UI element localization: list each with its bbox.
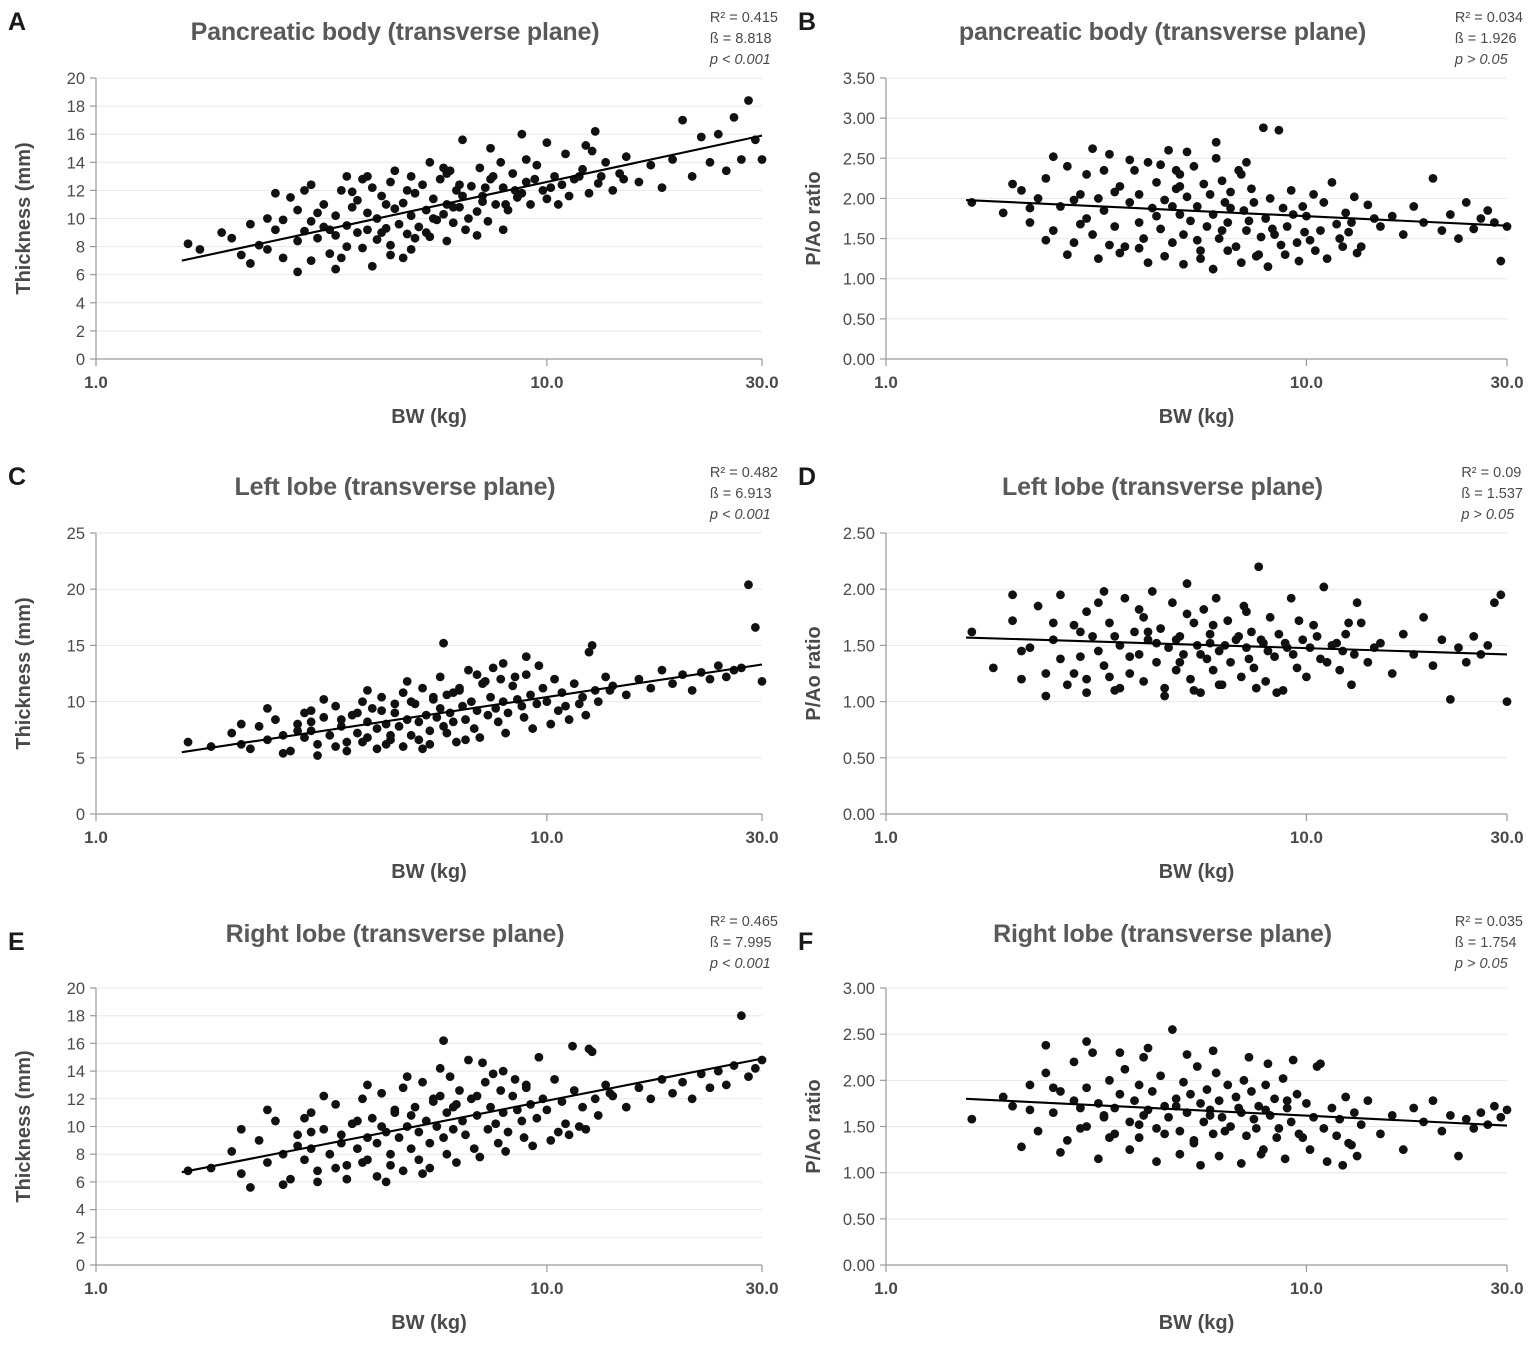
scatter-plot-c <box>0 455 790 910</box>
panel-letter-f: F <box>798 928 814 956</box>
svg-text:5: 5 <box>75 749 85 768</box>
svg-text:3.00: 3.00 <box>842 110 875 129</box>
scatter-plot-f <box>790 910 1535 1361</box>
svg-text:12: 12 <box>66 182 85 201</box>
panel-letter-b: B <box>798 8 817 36</box>
svg-text:1.0: 1.0 <box>84 1279 108 1298</box>
p-value: p < 0.001 <box>709 52 771 69</box>
svg-text:4: 4 <box>75 1201 85 1220</box>
svg-text:3.50: 3.50 <box>842 70 875 88</box>
svg-text:1.00: 1.00 <box>842 693 875 712</box>
svg-text:10: 10 <box>66 1118 85 1137</box>
svg-text:2.00: 2.00 <box>842 581 875 600</box>
p-value: p < 0.001 <box>709 507 771 524</box>
svg-text:15: 15 <box>66 637 85 656</box>
svg-text:Thickness (mm): Thickness (mm) <box>13 1050 35 1203</box>
panel-e <box>0 910 790 1361</box>
plot-area-a <box>0 0 790 455</box>
svg-text:Thickness (mm): Thickness (mm) <box>13 597 35 750</box>
svg-text:10.0: 10.0 <box>530 1279 564 1298</box>
svg-text:16: 16 <box>66 126 85 145</box>
svg-text:0.50: 0.50 <box>842 1210 875 1229</box>
svg-text:20: 20 <box>66 980 85 998</box>
svg-text:10.0: 10.0 <box>1289 1279 1323 1298</box>
svg-text:2.00: 2.00 <box>842 190 875 209</box>
r-squared-value: R² = 0.035 <box>1454 914 1523 930</box>
p-value: p > 0.05 <box>1454 52 1508 69</box>
svg-text:P/Ao ratio: P/Ao ratio <box>803 1079 825 1174</box>
svg-text:Thickness (mm): Thickness (mm) <box>13 142 35 295</box>
panel-title-b: pancreatic body (transverse plane) <box>958 18 1367 46</box>
svg-text:BW (kg): BW (kg) <box>391 406 467 428</box>
svg-text:2.00: 2.00 <box>842 1072 875 1091</box>
svg-text:1.00: 1.00 <box>842 270 875 289</box>
plot-area-b <box>790 0 1535 455</box>
svg-text:14: 14 <box>66 154 85 173</box>
r-squared-value: R² = 0.482 <box>709 465 778 481</box>
svg-text:12: 12 <box>66 1090 85 1109</box>
svg-text:20: 20 <box>66 581 85 600</box>
svg-text:0.00: 0.00 <box>842 1257 875 1275</box>
p-value: p < 0.001 <box>709 956 771 973</box>
svg-text:30.0: 30.0 <box>1490 373 1524 392</box>
beta-value: ß = 1.926 <box>1454 31 1517 48</box>
svg-text:10.0: 10.0 <box>1289 373 1323 392</box>
svg-text:2: 2 <box>75 322 85 341</box>
svg-text:1.0: 1.0 <box>84 373 108 392</box>
svg-text:10.0: 10.0 <box>1289 828 1323 847</box>
beta-value: ß = 1.537 <box>1461 486 1523 503</box>
r-squared-value: R² = 0.465 <box>709 914 778 930</box>
svg-text:BW (kg): BW (kg) <box>391 1312 467 1334</box>
svg-text:BW (kg): BW (kg) <box>1158 861 1235 883</box>
svg-text:6: 6 <box>75 1173 85 1192</box>
svg-text:16: 16 <box>66 1035 85 1054</box>
svg-text:3.00: 3.00 <box>842 980 875 998</box>
beta-value: ß = 6.913 <box>709 486 772 503</box>
panel-f <box>790 910 1535 1361</box>
panel-title-f: Right lobe (transverse plane) <box>993 920 1332 948</box>
svg-text:0.50: 0.50 <box>842 310 875 329</box>
svg-text:2: 2 <box>75 1229 85 1248</box>
svg-text:14: 14 <box>66 1063 85 1082</box>
panel-letter-c: C <box>8 463 27 491</box>
panel-letter-e: E <box>8 928 25 956</box>
r-squared-value: R² = 0.034 <box>1454 10 1523 26</box>
svg-text:10.0: 10.0 <box>530 828 564 847</box>
svg-text:BW (kg): BW (kg) <box>391 861 467 883</box>
svg-text:2.50: 2.50 <box>842 1026 875 1045</box>
svg-text:30.0: 30.0 <box>745 1279 779 1298</box>
svg-text:P/Ao ratio: P/Ao ratio <box>803 626 825 721</box>
svg-text:1.00: 1.00 <box>842 1164 875 1183</box>
panel-title-d: Left lobe (transverse plane) <box>1002 473 1323 501</box>
svg-text:P/Ao ratio: P/Ao ratio <box>803 171 825 266</box>
svg-text:1.0: 1.0 <box>84 828 108 847</box>
svg-text:0: 0 <box>75 1257 85 1275</box>
plot-area-d <box>790 455 1535 910</box>
panel-title-e: Right lobe (transverse plane) <box>225 920 565 948</box>
panel-d <box>790 455 1535 910</box>
svg-text:0.50: 0.50 <box>842 749 875 768</box>
svg-text:10: 10 <box>66 693 85 712</box>
scatter-plot-b <box>790 0 1535 455</box>
svg-text:8: 8 <box>75 238 85 257</box>
svg-text:30.0: 30.0 <box>1490 1279 1524 1298</box>
plot-area-f <box>790 910 1535 1361</box>
scatter-plot-a <box>0 0 790 455</box>
svg-text:1.0: 1.0 <box>874 373 898 392</box>
svg-text:10: 10 <box>66 210 85 229</box>
panel-c <box>0 455 790 910</box>
svg-text:18: 18 <box>66 98 85 117</box>
panel-title-c: Left lobe (transverse plane) <box>234 473 556 501</box>
svg-text:1.0: 1.0 <box>874 1279 898 1298</box>
svg-text:18: 18 <box>66 1007 85 1026</box>
svg-text:2.50: 2.50 <box>842 150 875 169</box>
svg-text:0: 0 <box>75 806 85 824</box>
panel-title-a: Pancreatic body (transverse plane) <box>190 18 600 46</box>
beta-value: ß = 8.818 <box>709 31 772 48</box>
svg-text:10.0: 10.0 <box>530 373 564 392</box>
svg-text:BW (kg): BW (kg) <box>1158 1312 1235 1334</box>
svg-text:25: 25 <box>66 525 85 543</box>
svg-text:0: 0 <box>75 351 85 369</box>
svg-text:1.50: 1.50 <box>842 1118 875 1137</box>
beta-value: ß = 7.995 <box>709 935 772 952</box>
svg-text:2.50: 2.50 <box>842 525 875 543</box>
svg-text:BW (kg): BW (kg) <box>1158 406 1235 428</box>
svg-text:1.50: 1.50 <box>842 230 875 249</box>
svg-text:1.0: 1.0 <box>874 828 898 847</box>
svg-text:8: 8 <box>75 1146 85 1165</box>
panel-b <box>790 0 1535 455</box>
svg-text:30.0: 30.0 <box>745 373 779 392</box>
plot-area-e <box>0 910 790 1361</box>
plot-area-c <box>0 455 790 910</box>
beta-value: ß = 1.754 <box>1454 935 1517 952</box>
svg-text:1.50: 1.50 <box>842 637 875 656</box>
scatter-plot-d <box>790 455 1535 910</box>
svg-text:30.0: 30.0 <box>745 828 779 847</box>
svg-text:20: 20 <box>66 70 85 88</box>
panel-letter-a: A <box>8 8 27 36</box>
svg-text:6: 6 <box>75 266 85 285</box>
panel-letter-d: D <box>798 463 817 491</box>
svg-text:30.0: 30.0 <box>1490 828 1524 847</box>
svg-text:0.00: 0.00 <box>842 806 875 824</box>
p-value: p > 0.05 <box>1454 956 1508 973</box>
r-squared-value: R² = 0.09 <box>1461 465 1522 481</box>
svg-text:0.00: 0.00 <box>842 351 875 369</box>
svg-text:4: 4 <box>75 294 85 313</box>
scatter-plot-e <box>0 910 790 1361</box>
panel-a <box>0 0 790 455</box>
p-value: p > 0.05 <box>1461 507 1515 524</box>
r-squared-value: R² = 0.415 <box>709 10 778 26</box>
